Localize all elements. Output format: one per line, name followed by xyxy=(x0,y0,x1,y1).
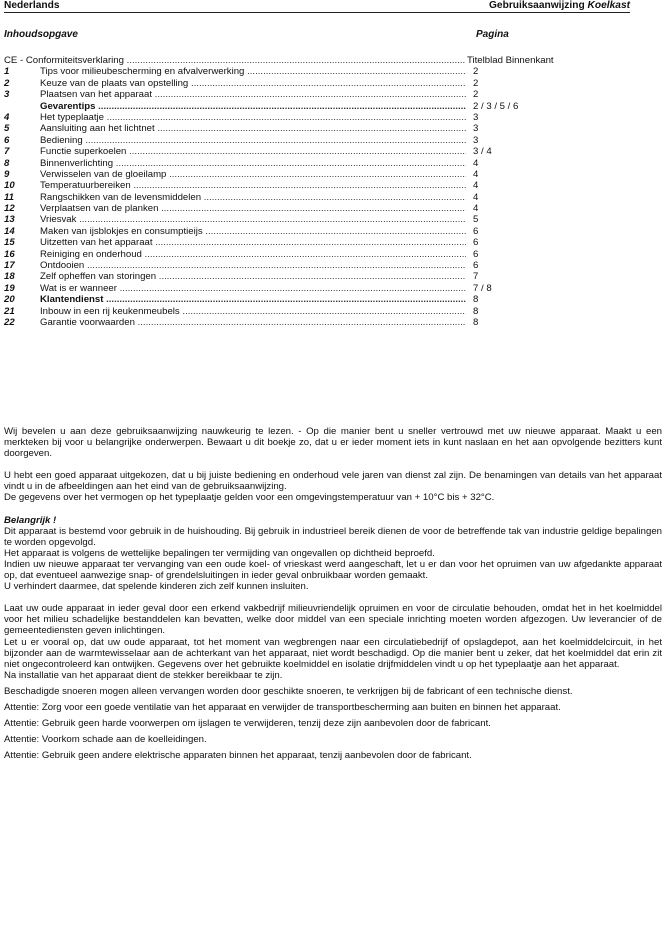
toc-page: 4 xyxy=(473,180,479,192)
toc-label xyxy=(40,158,466,169)
toc-label-text: Aansluiting aan het lichtnet xyxy=(40,123,155,135)
toc-row xyxy=(4,135,664,146)
toc-label-text: Reiniging en onderhoud xyxy=(40,248,142,260)
toc-label-text: Gevarentips xyxy=(40,100,96,112)
toc-number: 22 xyxy=(4,316,15,328)
toc-row xyxy=(4,89,664,100)
toc-label-text: Uitzetten van het apparaat xyxy=(40,237,153,249)
toc-label xyxy=(40,135,466,146)
toc-page: 3 xyxy=(473,123,479,135)
toc-label-text: Verwisselen van de gloeilamp xyxy=(40,168,167,180)
toc-label-text: Keuze van de plaats van opstelling xyxy=(40,77,189,89)
toc-number: 14 xyxy=(4,225,15,237)
toc-label-text: CE - Conformiteitsverklaring xyxy=(4,55,124,66)
toc-page: 6 xyxy=(473,260,479,272)
toc-label-text: Rangschikken van de levensmiddelen xyxy=(40,191,202,203)
toc-label xyxy=(40,306,466,317)
toc-page: Titelblad Binnenkant xyxy=(467,55,554,66)
toc-label-text: Wat is er wanneer xyxy=(40,282,117,294)
page-header xyxy=(4,0,630,13)
toc-page: 4 xyxy=(473,168,479,180)
belangrijk-paragraph-4: U verhindert daarmee, dat spelende kinderen zich zelf kunnen insluiten. xyxy=(4,581,309,593)
belangrijk-heading: Belangrijk ! xyxy=(4,514,57,526)
attention-ventilation: Attentie: Zorg voor een goede ventilatie van het apparaat en verwijder de transportbescherming aan buiten en binnen het apparaat. xyxy=(4,701,561,713)
contents-title: Inhoudsopgave xyxy=(4,29,78,40)
table-of-contents xyxy=(4,55,664,328)
manual-title-text: Gebruiksaanwijzing xyxy=(489,0,585,11)
toc-label xyxy=(40,271,466,282)
page-column-heading: Pagina xyxy=(476,29,509,40)
body-text xyxy=(4,426,662,761)
disposal-paragraph-1: Laat uw oude apparaat in ieder geval door een erkend vakbedrijf milieuvriendelijk opruimen en voor de circulatie behouden, omdat het in het koelmiddel voor het milieu schadelijke bestanddelen kan bevatten, welke door middel van een speciale inrichting moeten worden afgezogen. Uw leverancier of de gemeentediensten geven inlichtingen. xyxy=(4,603,662,637)
toc-row xyxy=(4,66,664,77)
toc-row xyxy=(4,55,664,66)
toc-number: 21 xyxy=(4,305,15,317)
toc-row xyxy=(4,101,664,112)
toc-number: 5 xyxy=(4,123,10,135)
toc-label-text: Bediening xyxy=(40,134,83,146)
apparaat-paragraph: U hebt een goed apparaat uitgekozen, dat u bij juiste bediening en onderhoud vele jaren van dienst zal zijn. De benamingen van details van het apparaat vindt u in de afbeeldingen aan het eind van de gebruiksaanwijzing. xyxy=(4,470,662,493)
toc-number: 18 xyxy=(4,271,15,283)
toc-page: 2 xyxy=(473,66,479,78)
toc-row xyxy=(4,260,664,271)
toc-row xyxy=(4,294,664,305)
belangrijk-paragraph-2: Het apparaat is volgens de wettelijke bepalingen ter vermijding van ongevallen op dichtheid beproefd. xyxy=(4,547,435,559)
toc-number: 6 xyxy=(4,134,10,146)
toc-label xyxy=(40,123,466,134)
toc-number: 2 xyxy=(4,77,10,89)
toc-page: 7 / 8 xyxy=(473,282,492,294)
toc-page: 6 xyxy=(473,225,479,237)
toc-label xyxy=(40,237,466,248)
toc-label xyxy=(40,294,466,305)
toc-number: 11 xyxy=(4,191,14,203)
toc-page: 8 xyxy=(473,294,479,306)
disposal-paragraph-2: Let u er vooral op, dat uw oude apparaat, tot het moment van wegbrengen naar een circulatiebedrijf of opslagdepot, aan het koelmiddelcircuit, in het bijzonder aan de warmtewisselaar aan de achterkant van het apparaat, niet wordt beschadigd. Op die manier bent u zeker, dat het koelmiddel dat erin zit niet ongecontroleerd kan ontwijken. Gegevens over het gebruikte koelmiddel en isolatie drijfmiddelen vindt u op het typeplaatje aan het apparaat. xyxy=(4,636,662,670)
intro-paragraph: Wij bevelen u aan deze gebruiksaanwijzing nauwkeurig te lezen. - Op die manier bent u sneller vertrouwd met uw nieuwe apparaat. Maakt u een merkteken bij voor u belangrijke onderwerpen. Bewaart u dit boekje zo, dat u er ieder moment iets in kunt naslaan en het aan opvolgende bezitters kunt doorgeven. xyxy=(4,426,662,460)
toc-number: 9 xyxy=(4,168,10,180)
toc-label-text: Garantie voorwaarden xyxy=(40,316,135,328)
toc-number: 16 xyxy=(4,248,15,260)
toc-number: 17 xyxy=(4,260,15,272)
toc-label-text: Maken van ijsblokjes en consumptieijs xyxy=(40,225,203,237)
toc-label xyxy=(40,249,466,260)
toc-number: 19 xyxy=(4,282,15,294)
toc-row xyxy=(4,192,664,203)
toc-page: 6 xyxy=(473,248,479,260)
toc-row xyxy=(4,112,664,123)
temperature-paragraph: De gegevens over het vermogen op het typeplaatje gelden voor een omgevingstemperatuur van + 10°C bis + 32°C. xyxy=(4,492,495,504)
toc-row xyxy=(4,169,664,180)
belangrijk-paragraph-1: Dit apparaat is bestemd voor gebruik in de huishouding. Bij gebruik in industrieel bereik dienen de voor de betreffende tak van industrie geldige bepalingen te worden opgevolgd. xyxy=(4,525,662,548)
toc-label xyxy=(40,192,466,203)
toc-page: 4 xyxy=(473,157,479,169)
toc-page: 4 xyxy=(473,191,479,203)
toc-page: 2 xyxy=(473,89,479,101)
attention-cooling-lines: Attentie: Voorkom schade aan de koelleidingen. xyxy=(4,734,207,746)
toc-label xyxy=(40,260,466,271)
toc-row xyxy=(4,158,664,169)
toc-row xyxy=(4,180,664,191)
toc-row xyxy=(4,317,664,328)
toc-label xyxy=(40,112,466,123)
toc-number: 13 xyxy=(4,214,15,226)
toc-row xyxy=(4,306,664,317)
toc-page: 3 xyxy=(473,134,479,146)
toc-row xyxy=(4,123,664,134)
toc-label xyxy=(40,203,466,214)
toc-label-text: Tips voor milieubescherming en afvalverwerking xyxy=(40,66,245,78)
toc-page: 7 xyxy=(473,271,479,283)
toc-label-text: Inbouw in een rij keukenmeubels xyxy=(40,305,180,317)
attention-electrical: Attentie: Gebruik geen andere elektrische apparaten binnen het apparaat, tenzij aanbevolen door de fabricant. xyxy=(4,750,472,762)
toc-row xyxy=(4,78,664,89)
toc-label xyxy=(4,55,466,66)
toc-page: 4 xyxy=(473,203,479,215)
toc-page: 6 xyxy=(473,237,479,249)
manual-title-product: Koelkast xyxy=(587,0,630,11)
toc-label-text: Binnenverlichting xyxy=(40,157,114,169)
toc-number: 15 xyxy=(4,237,15,249)
toc-row xyxy=(4,237,664,248)
plug-paragraph: Na installatie van het apparaat dient de stekker bereikbaar te zijn. xyxy=(4,669,283,681)
cord-paragraph: Beschadigde snoeren mogen alleen vervangen worden door geschikte snoeren, te verkrijgen bij de fabricant of een technische dienst. xyxy=(4,685,573,697)
toc-row xyxy=(4,203,664,214)
toc-label xyxy=(40,89,466,100)
toc-number: 1 xyxy=(4,66,10,78)
toc-page: 8 xyxy=(473,305,479,317)
toc-number: 8 xyxy=(4,157,10,169)
toc-number: 20 xyxy=(4,294,15,306)
toc-label-text: Temperatuurbereiken xyxy=(40,180,131,192)
toc-label xyxy=(40,78,466,89)
toc-label-text: Verplaatsen van de planken xyxy=(40,203,159,215)
toc-page: 2 xyxy=(473,77,479,89)
toc-label xyxy=(40,169,466,180)
toc-label xyxy=(40,317,466,328)
toc-number: 4 xyxy=(4,111,10,123)
header-manual-title xyxy=(489,0,630,11)
toc-label xyxy=(40,226,466,237)
toc-row xyxy=(4,283,664,294)
toc-number: 10 xyxy=(4,180,15,192)
header-language: Nederlands xyxy=(4,0,60,11)
toc-row xyxy=(4,214,664,225)
attention-ice: Attentie: Gebruik geen harde voorwerpen om ijslagen te verwijderen, tenzij deze zijn aanbevolen door de fabricant. xyxy=(4,718,491,730)
toc-label-text: Ontdooien xyxy=(40,260,85,272)
belangrijk-paragraph-3: Indien uw nieuwe apparaat ter vervanging van een oude koel- of vrieskast werd aangeschaft, let u er dan voor het opruimen van uw afgedankte apparaat op, dat eventueel aanwezige snap- of grendelsluitingen in ieder geval onbruikbaar worden gemaakt. xyxy=(4,558,662,582)
toc-label-text: Vriesvak xyxy=(40,214,77,226)
toc-page: 3 xyxy=(473,111,479,123)
toc-label-text: Zelf opheffen van storingen xyxy=(40,271,157,283)
toc-row xyxy=(4,249,664,260)
toc-page: 5 xyxy=(473,214,479,226)
toc-label-text: Functie superkoelen xyxy=(40,146,127,158)
toc-label xyxy=(40,66,466,77)
toc-row xyxy=(4,146,664,157)
toc-label-text: Plaatsen van het apparaat xyxy=(40,89,153,101)
toc-number: 3 xyxy=(4,89,10,101)
toc-label xyxy=(40,146,466,157)
toc-label-text: Klantendienst xyxy=(40,294,104,306)
toc-number: 7 xyxy=(4,146,10,158)
toc-label xyxy=(40,101,466,112)
toc-row xyxy=(4,271,664,282)
toc-label xyxy=(40,180,466,191)
toc-label xyxy=(40,283,466,294)
toc-number: 12 xyxy=(4,203,15,215)
toc-label-text: Het typeplaatje xyxy=(40,111,104,123)
toc-page: 8 xyxy=(473,316,479,328)
toc-row xyxy=(4,226,664,237)
toc-label xyxy=(40,214,466,225)
toc-page: 3 / 4 xyxy=(473,146,492,158)
toc-page: 2 / 3 / 5 / 6 xyxy=(473,100,519,112)
